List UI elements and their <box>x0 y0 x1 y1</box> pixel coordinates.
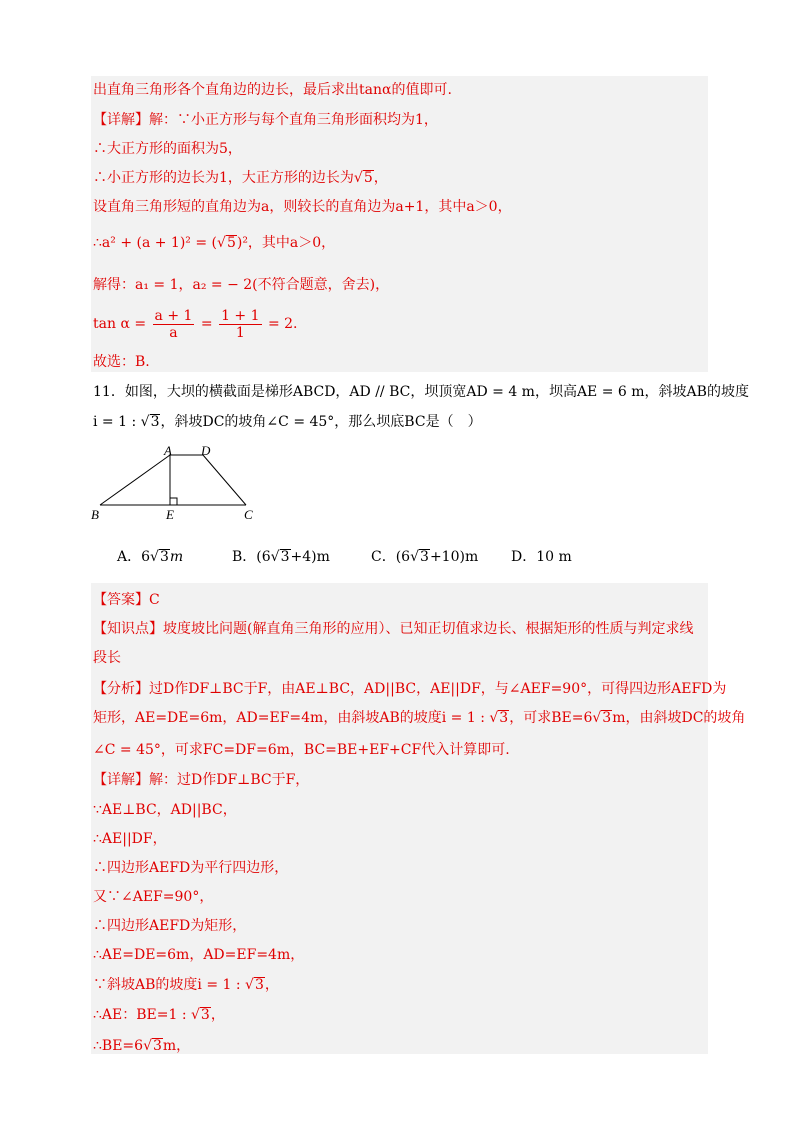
option-c[interactable]: C．(6√3+10)m <box>371 549 479 565</box>
prev-line-6: ∴a² + (a + 1)² = (√5)²，其中a＞0， <box>93 235 336 251</box>
question-line-1: 11．如图，大坝的横截面是梯形ABCD，AD // BC，坝顶宽AD = 4 m，坝高AE = 6 m，斜坡AB的坡度 <box>93 384 749 400</box>
detail-label: 【详解】 <box>93 112 149 128</box>
fraction-1: $\frac{a + 1}{a}$ <box>154 307 193 341</box>
analysis-line-2: 矩形，AE=DE=6m，AD=EF=4m，由斜坡AB的坡度i = 1 : √3，可求BE=6√3m，由斜坡DC的坡角 <box>93 710 746 726</box>
trapezoid-figure <box>88 445 268 523</box>
fraction-2: $\frac{1 + 1}{1}$ <box>221 307 260 341</box>
detail-line-10: ∴BE=6√3m， <box>93 1038 191 1054</box>
prev-line-7: 解得：a₁ = 1，a₂ = − 2(不符合题意，舍去)， <box>93 277 390 293</box>
detail-line-4: ∴四边形AEFD为平行四边形， <box>93 860 289 876</box>
prev-line-1: 出直角三角形各个直角边的边长，最后求出tanα的值即可. <box>93 82 452 98</box>
detail-line-1: 【详解】解：过D作DF⊥BC于F， <box>93 772 310 788</box>
knowledge-line-1: 【知识点】坡度坡比问题(解直角三角形的应用）、已知正切值求边长、根据矩形的性质与判定求线 <box>93 621 694 637</box>
answer-label: 【答案】 <box>93 592 149 608</box>
option-b[interactable]: B．(6√3+4)m <box>232 549 330 565</box>
label-D: D <box>201 445 211 458</box>
detail-label-2: 【详解】 <box>93 772 149 788</box>
analysis-line-1: 【分析】过D作DF⊥BC于F，由AE⊥BC，AD||BC，AE||DF，与∠AEF=90°，可得四边形AEFD为 <box>93 681 727 697</box>
option-d[interactable]: D．10 m <box>511 549 572 565</box>
question-line-2: i = 1 : √3，斜坡DC的坡角∠C = 45°，那么坝底BC是（ ） <box>93 414 482 430</box>
label-E: E <box>166 507 174 522</box>
detail-line-5: 又∵∠AEF=90°， <box>93 889 214 905</box>
detail-line-3: ∴AE||DF， <box>93 831 167 847</box>
label-A: A <box>164 445 172 458</box>
label-C: C <box>244 507 253 522</box>
detail-line-2: ∵AE⊥BC，AD||BC， <box>93 802 237 818</box>
detail-line-9: ∴AE：BE=1 : √3， <box>93 1007 225 1023</box>
prev-line-5: 设直角三角形短的直角边为a，则较长的直角边为a+1，其中a＞0， <box>93 199 512 215</box>
detail-line-6: ∴四边形AEFD为矩形， <box>93 918 247 934</box>
knowledge-label: 【知识点】 <box>93 621 163 637</box>
analysis-line-3: ∠C = 45°，可求FC=DF=6m，BC=BE+EF+CF代入计算即可. <box>93 742 510 758</box>
detail-line-7: ∴AE=DE=6m，AD=EF=4m， <box>93 947 305 963</box>
prev-line-4: ∴小正方形的边长为1，大正方形的边长为√5， <box>93 170 388 186</box>
prev-line-8: tan α = $\frac{a + 1}{a}$ = $\frac{1 + 1}{1}$ = 2. <box>93 307 298 341</box>
right-angle-mark <box>170 498 177 505</box>
side-AB <box>100 455 170 505</box>
analysis-label: 【分析】 <box>93 681 149 697</box>
prev-line-2: 【详解】解：∵小正方形与每个直角三角形面积均为1， <box>93 112 438 128</box>
detail-line-8: ∵斜坡AB的坡度i = 1 : √3， <box>93 977 279 993</box>
side-DC <box>203 455 246 505</box>
answer-line: 【答案】C <box>93 592 160 608</box>
prev-line-9: 故选：B. <box>93 354 150 370</box>
knowledge-line-2: 段长 <box>93 650 121 666</box>
option-a[interactable]: A．6√3m <box>117 549 184 565</box>
prev-line-3: ∴大正方形的面积为5， <box>93 141 242 157</box>
label-B: B <box>91 507 99 522</box>
